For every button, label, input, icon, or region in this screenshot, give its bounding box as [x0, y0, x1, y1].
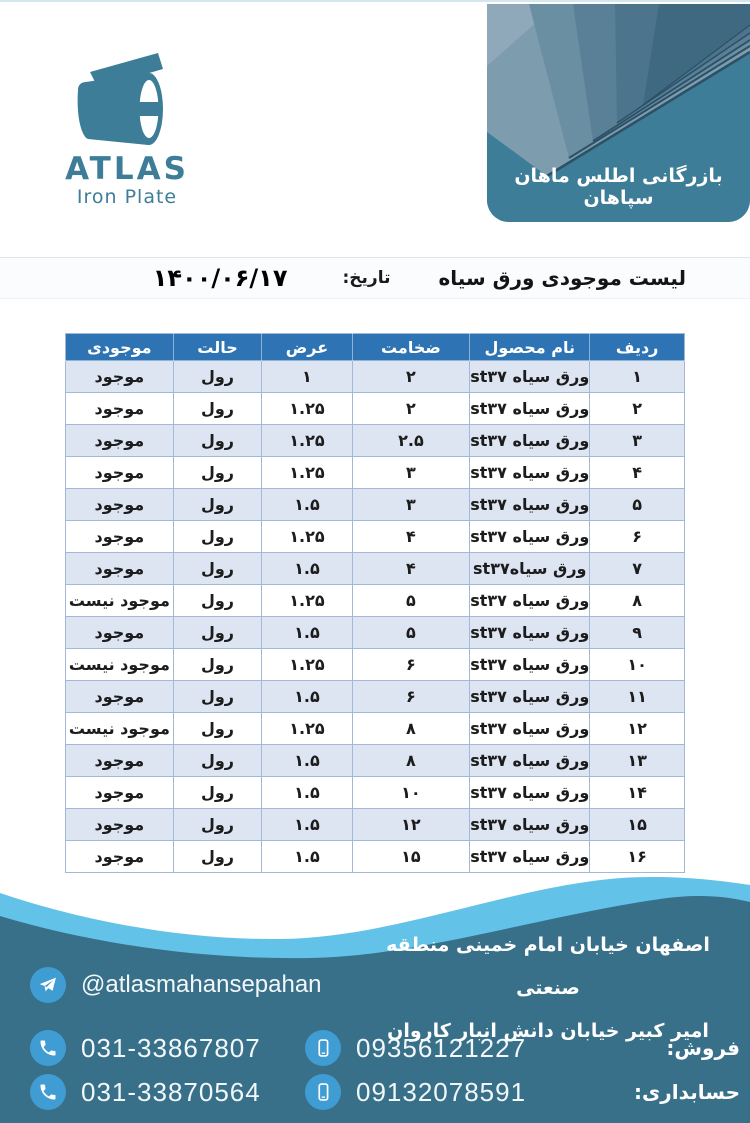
cell-row-number: ۲ [590, 393, 685, 425]
steel-coil-icon [68, 48, 186, 146]
telegram-handle: @atlasmahansepahan [81, 971, 322, 998]
cell-availability: موجود [66, 425, 174, 457]
col-header-thickness: ضخامت [352, 334, 470, 361]
cell-availability: موجود نیست [66, 713, 174, 745]
accounting-mobile-number: 09132078591 [356, 1076, 527, 1107]
cell-width: ۱.۵ [262, 681, 352, 713]
cell-row-number: ۱۲ [590, 713, 685, 745]
cell-product-name: ورق سیاه st۳۷ [470, 457, 590, 489]
mobile-phone-icon [305, 1030, 341, 1066]
col-header-availability: موجودی [66, 334, 174, 361]
cell-width: ۱.۵ [262, 617, 352, 649]
cell-product-name: ورق سیاه st۳۷ [470, 393, 590, 425]
table-row [66, 809, 685, 841]
cell-thickness: ۴ [352, 521, 470, 553]
sales-label: فروش: [666, 1036, 740, 1060]
cell-width: ۱.۲۵ [262, 521, 352, 553]
table-row [66, 361, 685, 393]
cell-product-name: ورق سیاه st۳۷ [470, 361, 590, 393]
brand-tagline: Iron Plate [76, 186, 178, 209]
cell-row-number: ۹ [590, 617, 685, 649]
cell-availability: موجود [66, 681, 174, 713]
cell-thickness: ۶ [352, 649, 470, 681]
cell-availability: موجود [66, 489, 174, 521]
table-row [66, 553, 685, 585]
cell-width: ۱.۵ [262, 553, 352, 585]
cell-row-number: ۵ [590, 489, 685, 521]
page-title: لیست موجودی ورق سیاه [438, 266, 686, 290]
cell-state: رول [173, 745, 262, 777]
address-line-1: اصفهان خیابان امام خمینی منطقه صنعتی [386, 934, 710, 999]
table-row [66, 617, 685, 649]
sales-mobile-row [305, 1030, 526, 1066]
cell-product-name: ورق سیاه st۳۷ [470, 585, 590, 617]
date-label: تاریخ: [342, 268, 391, 288]
cell-state: رول [173, 425, 262, 457]
cell-availability: موجود [66, 361, 174, 393]
cell-product-name: ورق سیاه st۳۷ [470, 777, 590, 809]
cell-width: ۱.۲۵ [262, 649, 352, 681]
col-header-product-name: نام محصول [470, 334, 590, 361]
cell-state: رول [173, 521, 262, 553]
cell-width: ۱.۲۵ [262, 393, 352, 425]
inventory-table [65, 333, 685, 873]
company-name-caption: بازرگانی اطلس ماهان سپاهان [514, 165, 723, 209]
cell-thickness: ۲.۵ [352, 425, 470, 457]
cell-availability: موجود [66, 745, 174, 777]
cell-row-number: ۱ [590, 361, 685, 393]
cell-row-number: ۶ [590, 521, 685, 553]
cell-product-name: ورق سیاه st۳۷ [470, 745, 590, 777]
cell-width: ۱.۵ [262, 841, 352, 873]
table-row [66, 681, 685, 713]
cell-row-number: ۷ [590, 553, 685, 585]
table-row [66, 713, 685, 745]
cell-state: رول [173, 681, 262, 713]
cell-product-name: ورق سیاه st۳۷ [470, 489, 590, 521]
cell-thickness: ۸ [352, 713, 470, 745]
table-row [66, 745, 685, 777]
cell-width: ۱.۲۵ [262, 457, 352, 489]
table-row [66, 457, 685, 489]
accounting-mobile-row [305, 1074, 526, 1110]
col-header-state: حالت [173, 334, 262, 361]
cell-state: رول [173, 585, 262, 617]
cell-availability: موجود نیست [66, 585, 174, 617]
cell-thickness: ۲ [352, 393, 470, 425]
cell-availability: موجود [66, 841, 174, 873]
cell-thickness: ۳ [352, 489, 470, 521]
cell-availability: موجود [66, 393, 174, 425]
cell-product-name: ورق سیاه st۳۷ [470, 809, 590, 841]
telegram-icon [30, 967, 66, 1003]
table-row [66, 585, 685, 617]
cell-row-number: ۱۴ [590, 777, 685, 809]
cell-thickness: ۱۲ [352, 809, 470, 841]
sales-phone-number: 031-33867807 [81, 1032, 261, 1063]
cell-row-number: ۱۶ [590, 841, 685, 873]
cell-product-name: ورق سیاه st۳۷ [470, 649, 590, 681]
accounting-phone-row [30, 1074, 261, 1110]
cell-width: ۱.۵ [262, 489, 352, 521]
date-value: ۱۴۰۰/۰۶/۱۷ [152, 264, 288, 292]
top-edge-strip [0, 0, 750, 2]
table-row [66, 777, 685, 809]
cell-thickness: ۱۰ [352, 777, 470, 809]
cell-availability: موجود نیست [66, 649, 174, 681]
cell-state: رول [173, 617, 262, 649]
mobile-phone-icon [305, 1074, 341, 1110]
cell-width: ۱ [262, 361, 352, 393]
sales-phone-row [30, 1030, 261, 1066]
cell-thickness: ۱۵ [352, 841, 470, 873]
cell-state: رول [173, 809, 262, 841]
phone-icon [30, 1074, 66, 1110]
cell-availability: موجود [66, 521, 174, 553]
cell-thickness: ۴ [352, 553, 470, 585]
cell-product-name: ورق سیاه st۳۷ [470, 521, 590, 553]
telegram-row [30, 967, 322, 1003]
cell-thickness: ۶ [352, 681, 470, 713]
cell-thickness: ۲ [352, 361, 470, 393]
accounting-label: حسابداری: [633, 1080, 740, 1104]
cell-row-number: ۴ [590, 457, 685, 489]
cell-row-number: ۱۱ [590, 681, 685, 713]
cell-width: ۱.۵ [262, 745, 352, 777]
cell-state: رول [173, 841, 262, 873]
table-row [66, 521, 685, 553]
cell-state: رول [173, 489, 262, 521]
cell-state: رول [173, 361, 262, 393]
cell-state: رول [173, 553, 262, 585]
brand-wordmark: ATLAS [65, 151, 189, 187]
title-bar [0, 257, 750, 299]
table-row [66, 393, 685, 425]
table-header-row [66, 334, 685, 361]
cell-state: رول [173, 393, 262, 425]
cell-product-name: ورق سیاه st۳۷ [470, 841, 590, 873]
cell-product-name: ورق سیاه st۳۷ [470, 681, 590, 713]
cell-width: ۱.۵ [262, 809, 352, 841]
cell-product-name: ورق سیاهst۳۷ [470, 553, 590, 585]
cell-state: رول [173, 457, 262, 489]
cell-availability: موجود [66, 777, 174, 809]
cell-width: ۱.۲۵ [262, 585, 352, 617]
cell-row-number: ۱۳ [590, 745, 685, 777]
cell-state: رول [173, 713, 262, 745]
col-header-width: عرض [262, 334, 352, 361]
col-header-row-number: ردیف [590, 334, 685, 361]
cell-thickness: ۵ [352, 585, 470, 617]
cell-row-number: ۱۰ [590, 649, 685, 681]
cell-row-number: ۱۵ [590, 809, 685, 841]
cell-availability: موجود [66, 617, 174, 649]
cell-row-number: ۸ [590, 585, 685, 617]
cell-width: ۱.۲۵ [262, 425, 352, 457]
cell-state: رول [173, 777, 262, 809]
footer [0, 868, 750, 1123]
cell-thickness: ۸ [352, 745, 470, 777]
cell-availability: موجود [66, 457, 174, 489]
header-photo-banner [487, 4, 750, 222]
cell-width: ۱.۲۵ [262, 713, 352, 745]
brand-logo [58, 48, 196, 209]
sales-mobile-number: 09356121227 [356, 1032, 527, 1063]
cell-availability: موجود [66, 809, 174, 841]
cell-row-number: ۳ [590, 425, 685, 457]
accounting-phone-number: 031-33870564 [81, 1076, 261, 1107]
table-row [66, 489, 685, 521]
cell-width: ۱.۵ [262, 777, 352, 809]
phone-icon [30, 1030, 66, 1066]
table-row [66, 425, 685, 457]
cell-thickness: ۳ [352, 457, 470, 489]
cell-state: رول [173, 649, 262, 681]
cell-availability: موجود [66, 553, 174, 585]
table-row [66, 649, 685, 681]
cell-product-name: ورق سیاه st۳۷ [470, 425, 590, 457]
cell-product-name: ورق سیاه st۳۷ [470, 617, 590, 649]
inventory-table-body [66, 361, 685, 873]
address-line-2: امیر کبیر خیابان دانش انبار کاروان [387, 1020, 709, 1042]
cell-thickness: ۵ [352, 617, 470, 649]
cell-product-name: ورق سیاه st۳۷ [470, 713, 590, 745]
